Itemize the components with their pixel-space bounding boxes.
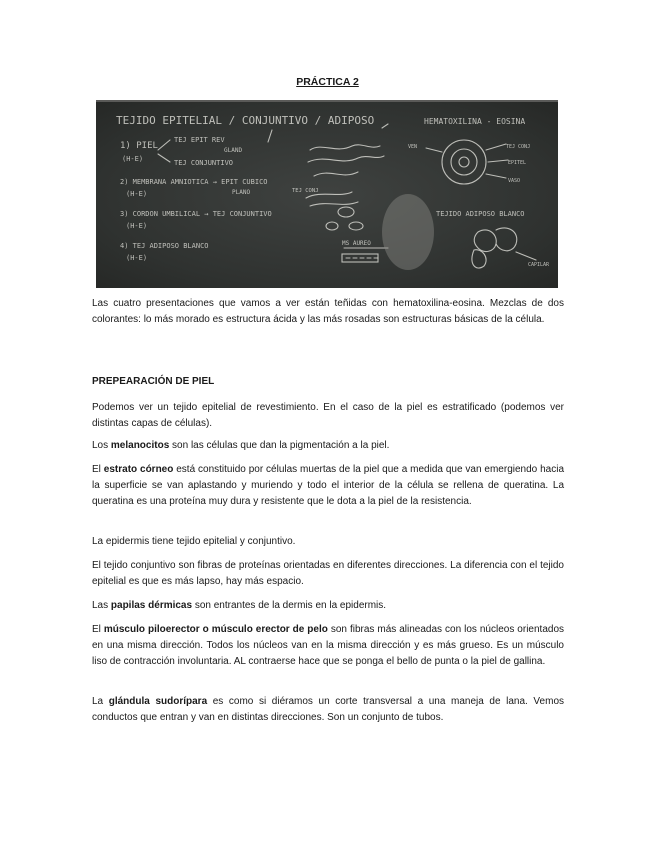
paragraph-4: La epidermis tiene tejido epitelial y conjuntivo. [92, 536, 296, 547]
term-estrato-corneo: estrato córneo [103, 464, 174, 475]
term-papilas-dermicas: papilas dérmicas [110, 600, 193, 611]
svg-text:EPITEL: EPITEL [508, 160, 527, 166]
paragraph-8: La glándula sudorípara es como si diéramos un corte transversal a una maneja de lana. Vemos conductos que entran y van en distintas direcciones. Son un conjunto de tubos. [92, 696, 565, 723]
svg-text:CAPILAR: CAPILAR [528, 262, 550, 268]
term-glandula-sudoripara: glándula sudorípara [108, 696, 208, 707]
page-title: PRÁCTICA 2 [296, 76, 359, 88]
board-line: (H-E) [126, 222, 148, 230]
blackboard-photo [96, 100, 558, 288]
board-line: PLANO [232, 189, 251, 196]
board-line: (H-E) [126, 254, 148, 262]
board-line: TEJ CONJUNTIVO [174, 159, 234, 167]
paragraph-2: Los melanocitos son las células que dan la pigmentación a la piel. [92, 440, 390, 451]
paragraph-6: Las papilas dérmicas son entrantes de la dermis en la epidermis. [92, 600, 387, 611]
intro-paragraph: Las cuatro presentaciones que vamos a ver están teñidas con hematoxilina-eosina. Mezclas de dos colorantes: lo más morado es estructura ácida y las más rosadas son estructuras básicas de la célula. [92, 298, 564, 325]
board-line: HEMATOXILINA - EOSINA [424, 117, 526, 126]
paragraph-7: El músculo piloerector o músculo erector de pelo son fibras más alineadas con los núcleos orientados en una misma dirección. Todos los núcleos van en la misma dirección y es más grueso. Es un músculo liso de contracción involuntaria. AL contraerse hace que se ponga el bello de punta o la piel de gallina. [92, 624, 565, 667]
board-line: GLAND [224, 147, 243, 154]
svg-text:TEJ CONJ: TEJ CONJ [292, 188, 319, 194]
svg-text:VEN: VEN [408, 144, 418, 150]
paragraph-1: Podemos ver un tejido epitelial de revestimiento. En el caso de la piel es estratificado (podemos ver distintas capas de células). [92, 402, 564, 429]
board-line: 3) CORDON UMBILICAL → TEJ CONJUNTIVO [120, 210, 272, 218]
paragraph-5: El tejido conjuntivo son fibras de proteínas orientadas en diferentes direcciones. La diferencia con el tejido epitelial es que es más lapso, hay más espacio. [92, 560, 564, 587]
board-line: 2) MEMBRANA AMNIOTICA → EPIT CUBICO [120, 178, 268, 186]
blackboard-drawing [96, 102, 558, 288]
term-musculo-piloerector: músculo piloerector o músculo erector de pelo [103, 624, 328, 635]
board-heading: TEJIDO EPITELIAL / CONJUNTIVO / ADIPOSO [116, 114, 375, 127]
term-melanocitos: melanocitos [110, 440, 170, 451]
board-line: 1) PIEL [120, 141, 158, 151]
board-line: (H-E) [122, 155, 144, 163]
board-line: 4) TEJ ADIPOSO BLANCO [120, 242, 209, 250]
section-heading: PREPEARACIÓN DE PIEL [92, 376, 215, 387]
board-line: TEJ EPIT REV [174, 136, 225, 144]
board-line: MS AUREO [342, 240, 371, 247]
board-line: (H-E) [126, 190, 148, 198]
svg-text:TEJ CONJ: TEJ CONJ [506, 144, 531, 150]
paragraph-3: El estrato córneo está constituido por células muertas de la piel que a medida que van emergiendo hacia la superficie se van aplastando y muriendo y todo el interior de la célula se rellena de queratina. La queratina es una proteína muy dura y resistente que le dota a la piel de la resistencia. [92, 464, 565, 507]
svg-text:VASO: VASO [508, 178, 521, 184]
board-line: TEJIDO ADIPOSO BLANCO [436, 210, 525, 218]
